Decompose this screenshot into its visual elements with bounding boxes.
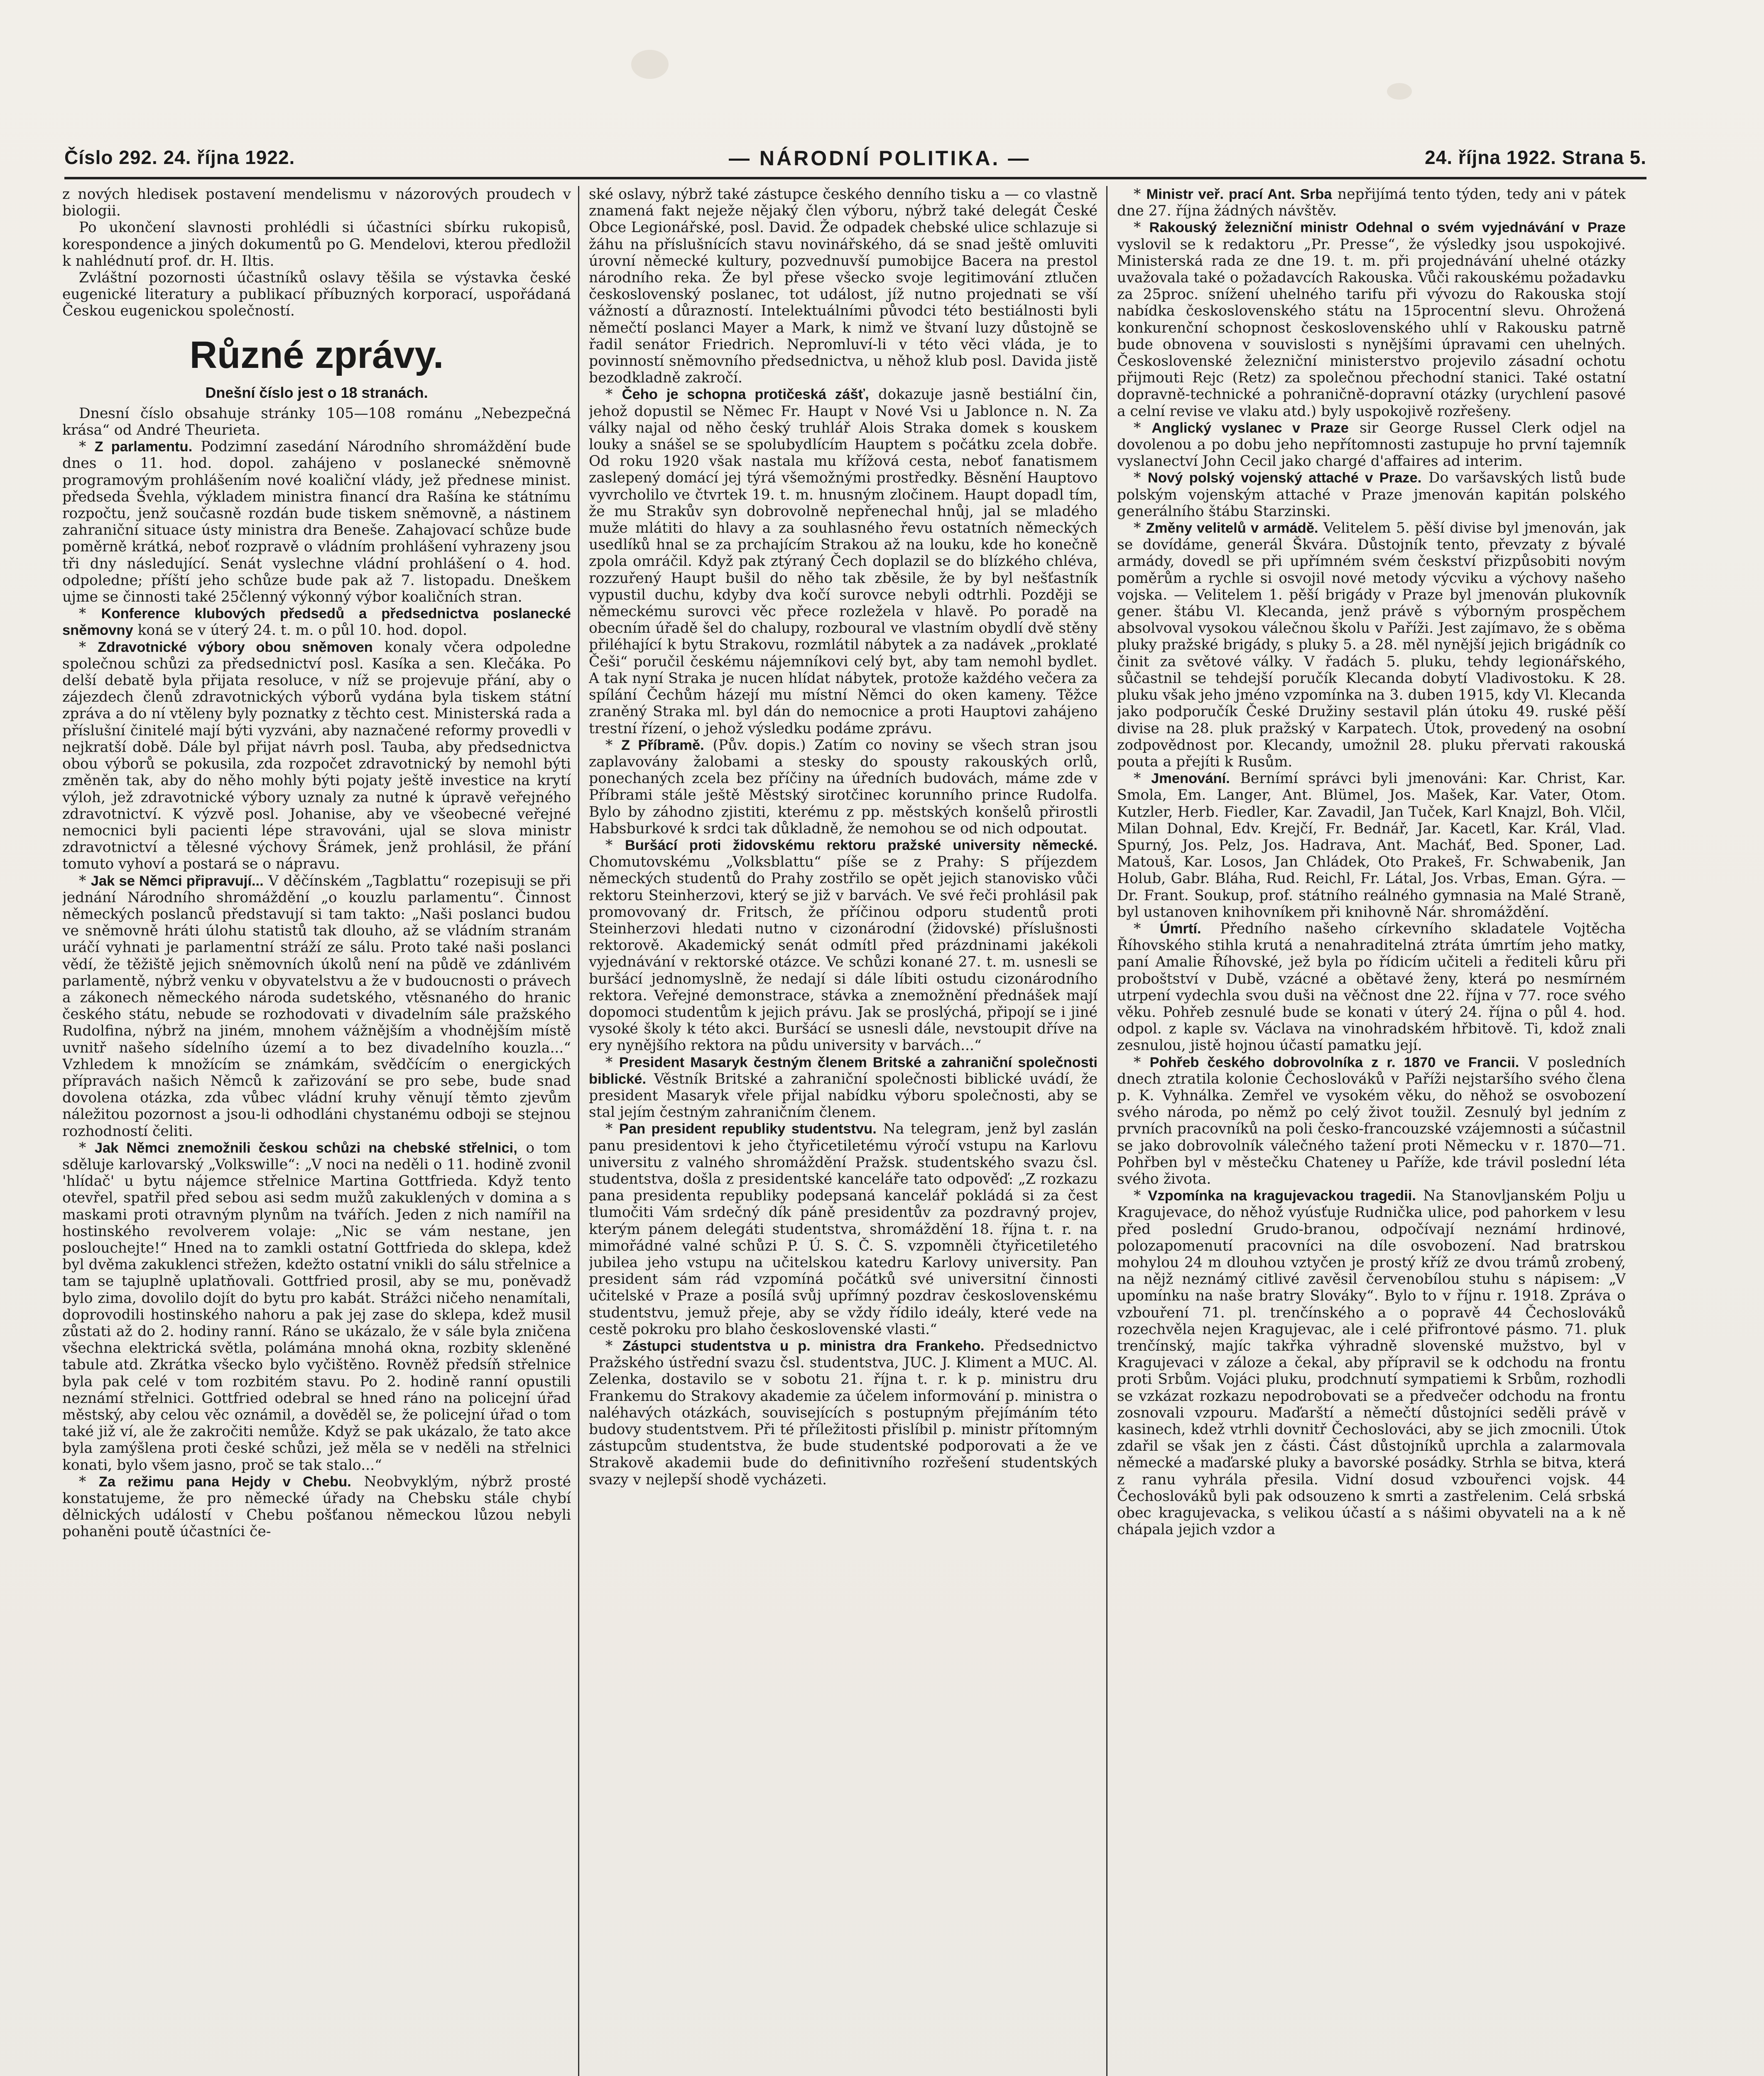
article-paragraph: Zvláštní pozornosti účastníků oslavy těšila se výstavka české eugenické literatury a publikací příbuzných korporací, uspořádaná Českou eugenickou společností. <box>62 269 571 320</box>
news-heading: Změny velitelů v armádě. <box>1146 520 1318 536</box>
news-item-appointments: * Jmenování. Bernímí správci byli jmenováni: Kar. Christ, Kar. Smola, Em. Langer, Ant. Blümel, Jos. Mašek, Kar. Vater, Otom. Kutzler, Herb. Fiedler, Kar. Zavadil, Jan Tuček, Karl Knajzl, Boh. Vlčil, Milan Dohnal, Edv. Krejčí, Fr. Bednář, Jar. Kacetl, Kar. Král, Vlad. Spurný, Jos. Pelz, Jos. Hadrava, Ant. Macháť, Bed. Sponer, Lad. Matouš, Kar. Losos, Jan Chládek, Oto Prakeš, Fr. Schwabenik, Jan Holub, Gabr. Bláha, Rud. Reichl, Fr. Látal, Jos. Vrbas, Eman. Gýra. — Dr. Frant. Soukup, prof. státního reálného gymnasia na Malé Straně, byl ustanoven knihovníkem při knihovně Nár. shromáždění. <box>1117 770 1626 920</box>
news-text: dokazuje jasně bestiální čin, jehož dopustil se Němec Fr. Haupt v Nové Vsi u Jablonce n. N. Za války najal od něho český truhlář Alois Straka domek s kouskem louky a snášel se se spolubydlícím Hauptem s počátku zcela dobře. Od roku 1920 však nastala mu křížová cesta, neboť fanatismem zaslepený domácí jej týrá všemožnými prostředky. Běsnění Hauptovo vyvrcholilo ve čtvrtek 19. t. m. hnusným zločinem. Haupt dopadl tím, že mu Strakův syn dobrovolně nepřenechal hnůj, jal se mladého muže mlátiti do hlavy a za souhlasného řevu ostatních německých usedlíků hnal se za prchajícím Strakou až na louku, kde ho konečně zpola omráčil. Když pak ztýraný Čech doplazil se do blízkého chléva, rozzuřený Haupt bušil do něho tak zběsile, že by byl nešťastník vypustil duchu, kdyby dva kočí surovce nebyli odtrhli. Později se německému surovci věc přece rozležela v hlavě. Po poradě na obecním úřadě šel do chalupy, rozboural ve vlastním obydlí dvě stěny přiléhající k bytu Strakovu, rozmlátil nábytek a za nadávek „proklaté Češi“ poručil českému nájemníkovi celý byt, aby tam nemohl bydlet. A tak nyní Straka je nucen hlídat nábytek, protože každého večera za spílání Čechům házejí mu místní Němci do oken kameny. Těžce zraněný Straka ml. byl dán do nemocnice a proti Hauptovi zahájeno trestní řízení, o jehož výsledku podáme zprávu. <box>589 386 1098 737</box>
news-heading: Zdravotnické výbory obou sněmoven <box>98 639 373 655</box>
news-item-president-students: * Pan president republiky studentstvu. Na telegram, jenž byl zaslán panu presidentovi k jeho čtyřicetiletému výročí vstupu na Karlovu universitu z valného shromáždění Pražsk. studentského svazu čsl. studentstva, došla z presidentské kanceláře tato odpověď: „Z rozkazu pana presidenta republiky podepsaná kancelář pokládá si za čest tlumočiti Vám srdečný dík páně presidentův za pozdravný projev, kterým pánem delegáti studentstva, shromáždění 18. října t. r. na mimořádné valné schůzi P. Ú. S. Č. S. vzpomněli čtyřicetiletého jubilea jeho vstupu na učitelskou katedru Karlovy university. Pan president sám rád vzpomíná počátků své universitní činnosti učitelské v Praze a posílá svůj upřímný pozdrav československému studentstvu, jemuž přeje, aby se vždy řídilo ideály, které vede na cestě pokroku pro blaho československé vlasti.“ <box>589 1121 1098 1338</box>
news-item-rector: * Buršácí proti židovskému rektoru pražské university německé. Chomutovskému „Volksblattu“ píše se z Prahy: S příjezdem německých studentů do Prahy zostřilo se opět jejich stanovisko vůči rektoru Steinherzovi, který se již v barvách. Ve své řeči prohlásil pak promovovaný dr. Fritsch, že příčinou odporu studentů proti Steinherzovi hledati nutno v cizonárodní (židovské) příslušnosti rektorově. Akademický senát odmítl před prázdninami jakékoli vyjednávání v rektorské otázce. Ve schůzi konané 27. t. m. usnesli se buršácí jednomyslně, že nedají si dále líbiti ostudu cizonárodního rektora. Veřejné demonstrace, stávka a znemožnění přednášek mají dopomoci studentům k jejich právu. Jak se proslýchá, připojí se i jiné vysoké školy k této akci. Buršácí se usnesli dále, nevstoupit dříve na ery nynějšího rektora na půdu university v barvách...“ <box>589 837 1098 1054</box>
page-header <box>64 146 1646 175</box>
news-heading: Za režimu pana Hejdy v Chebu. <box>98 1474 351 1490</box>
news-item-germans: * Jak se Němci připravují... V děčínském „Tagblattu“ rozepisuji se při jednání Národního shromáždění „o kouzlu parlamentu“. Činnost německých poslanců představují si tam takto: „Naši poslanci budou ve sněmovně hráti úlohu statistů tak dlouho, až se vládním stranám uráčí vyhnati je parlamentní stráží ze sálu. Proto také naši poslanci vědí, že těžiště jejich sněmovních úkolů není na půdě ve zdánlivém parlamentě, nýbrž venku v obyvatelstvu a že v budoucnosti o právech a zákonech německého národa sudetského, vtěsnaného do hranic českého státu, nebude se rozhodovati v divadelním sále pražského Rudolfina, nýbrž na jiném, mnohem vážnějším a vhodnějším místě uvnitř našeho sídelního území a to bez divadelního kouzla...“ Vzhledem k množícím se známkám, svědčícím o energických přípravách našich Němců k zařizování se pro sebe, bude snad dovolena otázka, zda vůbec vládní kruhy věnují těmto zjevům náležitou pozornost a jsou-li odhodláni chystanému odboji se stejnou rozhodností čeliti. <box>62 872 571 1140</box>
news-item-health-committees: * Zdravotnické výbory obou sněmoven konaly včera odpoledne společnou schůzi za předsednictví posl. Kasíka a sen. Klečáka. Po delší debatě byla přijata resoluce, v níž se projevuje přání, aby o zájezdech členů zdravotnických výborů vydána byla tiskem státní zpráva a do ní vtěleny byly poznatky z těchto cest. Ministerská rada a příslušní činitelé mají býti vyzváni, aby naznačené reformy provedli v nejkratší době. Dále byl přijat návrh posl. Tauba, aby předsednictva obou výborů se pokusila, zda rozpočet zdravotnický by nemohl býti změněn tak, aby do něho mohly býti pojaty ještě investice na krytí výloh, jež zdravotnické výbory uznaly za nutné k úpravě veřejného zdravotnictví. K výzvě posl. Johanise, aby ve všeobecné veřejné nemocnici byli pacienti lépe stravováni, ujal se slova ministr zdravotnictví a tělesné výchovy Šrámek, jenž prohlásil, že přání tomuto vyhoví a postará se o nápravu. <box>62 639 571 873</box>
news-text: Na telegram, jenž byl zaslán panu presidentovi k jeho čtyřicetiletému výročí vstupu na Karlovu universitu z valného shromáždění Pražsk. studentského svazu čsl. studentstva, došla z presidentské kanceláře tato odpověď: „Z rozkazu pana presidenta republiky podepsaná kancelář pokládá si za čest tlumočiti Vám srdečný dík páně presidentův za pozdravný projev, kterým pánem delegáti studentstva, shromáždění 18. října t. r. na mimořádné valné schůzi P. Ú. S. Č. S. vzpomněli čtyřicetiletého jubilea jeho vstupu na učitelskou katedru Karlovy university. Pan president sám rád vzpomíná počátků své universitní činnosti učitelské v Praze a posílá svůj upřímný pozdrav československému studentstvu, jemuž přeje, aby se vždy řídilo ideály, které vede na cestě pokroku pro blaho československé vlasti.“ <box>589 1121 1098 1338</box>
news-text: konaly včera odpoledne společnou schůzi za předsednictví posl. Kasíka a sen. Klečáka. Po delší debatě byla přijata resoluce, v níž se projevuje přání, aby o zájezdech členů zdravotnických výborů vydána byla tiskem státní zpráva a do ní vtěleny byly poznatky z těchto cest. Ministerská rada a příslušní činitelé mají býti vyzváni, aby naznačené reformy provedli v nejkratší době. Dále byl přijat návrh posl. Tauba, aby předsednictva obou výborů se pokusila, zda rozpočet zdravotnický by nemohl býti změněn tak, aby do něho mohly býti pojaty ještě investice na krytí výloh, jež zdravotnické výbory uznaly za nutné k úpravě veřejného zdravotnictví. K výzvě posl. Johanise, aby ve všeobecné veřejné nemocnici byli pacienti lépe stravováni, ujal se slova ministr zdravotnictví a tělesné výchovy Šrámek, jenž prohlásil, že přání tomuto vyhoví a postará se o nápravu. <box>62 639 571 873</box>
news-item-death: * Úmrtí. Předního našeho církevního skladatele Vojtěcha Říhovského stihla krutá a nenahraditelná ztráta úmrtím jeho matky, paní Amalie Říhovské, jež byla po řídicím učiteli a řediteli kůru při proboštství v Dubě, vzácné a obětavé ženy, která po nesmírném utrpení vydechla svou duši na věčnost dne 22. října v 77. roce svého věku. Pohřeb zesnulé bude se konati v úterý 24. října o půl 4. hod. odpol. z kaple sv. Václava na vinohradském hřbitově. Ti, kdož znali zesnulou, jistě hojnou účastí pamatku její. <box>1117 920 1626 1054</box>
news-heading: Buršácí proti židovskému rektoru pražské university německé. <box>625 837 1098 853</box>
news-heading: Pan president republiky studentstvu. <box>619 1121 877 1137</box>
news-item-funeral: * Pohřeb českého dobrovolníka z r. 1870 ve Francii. V posledních dnech ztratila kolonie Čechoslováků v Paříži nejstaršího svého člena p. K. Vyhnálka. Zemřel ve vysokém věku, do něhož se osvobození svého národa, po němž po celý život toužil. Zesnulý byl jedním z prvních pracovníků na poli česko-francouzské vzájemnosti a súčastnil se jako dobrovolník válečného tažení proti Německu v r. 1870—71. Pohřben byl v městečku Chateney u Paříže, kde trávil poslední léta svého života. <box>1117 1054 1626 1187</box>
news-heading: Konference klubových předsedů a předsednictva poslanecké sněmovny <box>62 606 571 639</box>
news-heading: Pohřeb českého dobrovolníka z r. 1870 ve Francii. <box>1149 1054 1519 1070</box>
news-text: V děčínském „Tagblattu“ rozepisuji se při jednání Národního shromáždění „o kouzlu parlamentu“. Činnost německých poslanců představují si tam takto: „Naši poslanci budou ve sněmovně hráti úlohu statistů tak dlouho, až se vládním stranám uráčí vyhnati je parlamentní stráží ze sálu. Proto také naši poslanci vědí, že těžiště jejich sněmovních úkolů není na půdě ve zdánlivém parlamentě, nýbrž venku v obyvatelstvu a že v budoucnosti o právech a zákonech německého národa sudetského, vtěsnaného do hranic českého státu, nebude se rozhodovati v divadelním sále pražského Rudolfina, nýbrž na jiném, mnohem vážnějším a vhodnějším místě uvnitř našeho sídelního území a to bez divadelního kouzla...“ Vzhledem k množícím se známkám, svědčícím o energických přípravách našich Němců k zařizování se pro sebe, bude snad dovolena otázka, zda vůbec vládní kruhy věnují těmto zjevům náležitou pozornost a jsou-li odhodláni chystanému odboji se stejnou rozhodností čeliti. <box>62 872 571 1140</box>
header-rule <box>64 177 1646 179</box>
article-paragraph: ské oslavy, nýbrž také zástupce českého denního tisku a — co vlastně znamená fakt neježe nějaký člen výboru, nýbrž také delegát České Obce Legionářské, posl. David. Že odpadek chebské ulice schlazuje si žáhu na příslušnících stavu novinářského, dá se snad ještě omluviti úrovní německé kultury, pozvednuvší pumobijce Bacera na prestol národního reka. Že byl přese všecko svoje legitimování ztlučen československý poslanec, tot událost, jíž nutno projednati se vší vážností a důrazností. Intelektuálními původci této bestiálnosti byli němečtí poslanci Mayer a Mark, k nimž ve štvaní luzy důstojně se řadil senátor Friedrich. Nepromluví-li v této věci vláda, je to povinností sněmovního předsednictva, u něhož klub posl. Davida jistě bezodkladně zakročí. <box>589 186 1098 387</box>
column-3 <box>1117 186 1626 2076</box>
news-item-conference: * Konference klubových předsedů a předsednictva poslanecké sněmovny koná se v úterý 24. t. m. o půl 10. hod. dopol. <box>62 605 571 639</box>
news-item-pribram: * Z Příbramě. (Pův. dopis.) Zatím co noviny se všech stran jsou zaplavovány žalobami a stesky do spousty rakouských orlů, ponechaných zcela bez příčiny na úředních budovách, máme zde v Příbrami stále ještě Městský sirotčinec korunního prince Rudolfa. Bylo by záhodno zjistiti, kterému z pp. městských konšelů přirostli Habsburkové k srdci tak důkladně, že nemohou se od nich odpoutat. <box>589 737 1098 837</box>
news-text: Chomutovskému „Volksblattu“ píše se z Prahy: S příjezdem německých studentů do Prahy zostřilo se opět jejich stanovisko vůči rektoru Steinherzovi, který se již v barvách. Ve své řeči prohlásil pak promovovaný dr. Fritsch, že příčinou odporu studentů proti Steinherzovi hledati nutno v cizonárodní (židovské) příslušnosti rektorově. Akademický senát odmítl před prázdninami jakékoli vyjednávání v rektorské otázce. Ve schůzi konané 27. t. m. usnesli se buršácí jednomyslně, že nedají si dále líbiti ostudu cizonárodního rektora. Veřejné demonstrace, stávka a znemožnění přednášek mají dopomoci studentům k jejich právu. Jak se proslýchá, připojí se i jiné vysoké školy k této akci. Buršácí se usnesli dále, nevstoupit dříve na ery nynějšího rektora na půdu university v barvách...“ <box>589 854 1098 1054</box>
news-heading: Vzpomínka na kragujevackou tragedii. <box>1148 1188 1416 1204</box>
article-paragraph: z nových hledisek postavení mendelismu v názorových proudech v biologii. <box>62 186 571 220</box>
news-item-cheb-regime: * Za režimu pana Hejdy v Chebu. Neobvyklým, nýbrž prosté konstatujeme, že pro německé úřady na Chebsku stále chybí dělnických událostí v Chebu pošťanou německou lůzou nebyli pohaněni poutě účastníci če- <box>62 1473 571 1540</box>
news-heading: Čeho je schopna protičeská zášť, <box>622 387 869 403</box>
news-text: nepřijímá tento týden, tedy ani v pátek dne 27. října žádných návštěv. <box>1117 186 1626 220</box>
news-text: Na Stanovljanském Polju u Kragujevace, do něhož vyúsťuje Rudnička ulice, pod pahorkem v lesu před poslední Grudo-branou, odpočívají neznámí hrdinové, polozapomenutí pracovníci na díle osvobození. Nad bratrskou mohylou 24 m dlouhou vztyčen je prostý kříž ze dvou trámů zrobený, na nějž neznámý citlivé zavěsil červenobílou stuhu s nápisem: „V upomínku na naše bratry Slováky“. Bylo to v říjnu r. 1918. Zpráva o vzbouření 71. pl. trenčínského a o popravě 44 Čechoslováků rozechvěla nejen Kragujevac, ale i celé přifrontové pásmo. 71. pluk trenčínský, majíc takřka výhradně slovenské mužstvo, byl v Kragujevaci v záloze a čekal, aby přípravil se k odchodu na frontu proti Srbům. Vojáci pluku, prodchnutí sympatiemi k Srbům, rozhodli se vzkázat rozkazu nepodrobovati se a předvečer odchodu na frontu zosnovali vzpouru. Maďarští a němečtí důstojníci seděli právě v kasinech, kdež vtrhli dovnitř Čechoslováci, aby se jich zmocnili. Útok zdařil se však jen z části. Část důstojníků uprchla a zalarmovala německé a maďarské pluky a bavorské posádky. Strhla se bitva, která z ranu vyhrála přesila. Vidní dosud vzbouřenci vojsk. 44 Čechoslováků byli pak odsouzeno k smrti a zastřelenim. Celá srbská obec kragujevacka, s velikou účastí a s nášimi obyvateli na a k ně chápala jejich vzdor a <box>1117 1187 1626 1538</box>
section-subtitle: Dnešní číslo jest o 18 stranách. <box>205 384 428 401</box>
date-page-number: 24. října 1922. Strana 5. <box>1425 147 1646 168</box>
column-1 <box>62 186 571 2076</box>
column-2 <box>589 186 1098 2076</box>
news-heading: Jak Němci znemožnili českou schůzi na chebské střelnici, <box>94 1140 517 1156</box>
news-item-army-changes: * Změny velitelů v armádě. Velitelem 5. pěší divise byl jmenován, jak se dovídáme, generál Škvára. Důstojník tento, převzaty z bývalé armády, dovedl se při upřímném svém českství přizpůsobiti novým poměrům a rychle si osvojil nové metody výcviku a výchovy našeho vojska. — Velitelem 1. pěší brigády v Praze byl jmenován plukovník gener. štábu Vl. Klecanda, jenž právě s výborným prospěchem absolvoval vysokou válečnou školu v Paříži. Jest zajímavo, že s oběma pluky pražské brigády, s pluky 5. a 28. měl nynější jejich brigádník co činit za světové války. V řadách 5. pluku, tehdy legionářského, sůčastnil se tehdejší poručík Klecanda dobytí Vladivostoku. K 28. pluku však jeho jméno vzpomínka na 3. duben 1915, kdy Vl. Klecanda jako podporučík České Družiny sestavil plán útoku 49. ruské pěší divise na 28. pluk pražský v Karpatech. Útok, provedený na osobní zodpovědnost por. Klecandy, umožnil 28. pluku přervati rakouská pouta a přejíti k Rusům. <box>1117 520 1626 770</box>
news-heading: Z Příbramě. <box>621 737 704 753</box>
news-heading: Ministr veř. prací Ant. Srba <box>1146 186 1332 202</box>
news-text: Předního našeho církevního skladatele Vojtěcha Říhovského stihla krutá a nenahraditelná ztráta úmrtím jeho matky, paní Amalie Říhovské, jež byla po řídicím učiteli a řediteli kůru při proboštství v Dubě, vzácné a obětavé ženy, která po nesmírném utrpení vydechla svou duši na věčnost dne 22. října v 77. roce svého věku. Pohřeb zesnulé bude se konati v úterý 24. října o půl 4. hod. odpol. z kaple sv. Václava na vinohradském hřbitově. Ti, kdož znali zesnulou, jistě hojnou účastí pamatku její. <box>1117 920 1626 1054</box>
news-heading: Zástupci studentstva u p. ministra dra Frankeho. <box>622 1338 985 1354</box>
news-item-masaryk: * President Masaryk čestným členem Britské a zahraniční společnosti biblické. Věstník Britské a zahraniční společnosti biblické uvádí, že president Masaryk vřele přijal nabídku výboru společnosti, aby se stal jejím čestným zahraničním členem. <box>589 1054 1098 1121</box>
news-item-odehnal: * Rakouský železniční ministr Odehnal o svém vyjednávání v Praze vyslovil se k redaktoru „Pr. Presse“, že výsledky jsou uspokojivé. Ministerská rada ze dne 19. t. m. při projednávání uhelné otázky uvažovala také o požadavcích Rakouska. Vůči rakouskému požadavku za 25proc. snížení uhelného tarifu při vývozu do Rakouska stojí nabídka československého státu na 15procentní slevu. Ohrožená konkurenční schopnost československého uhlí v Rakousku patrně bude obnovena v souvislosti s nynějšími úpravami cen uhelných. Československé železniční ministerstvo projevilo zásadní ochotu přijmouti Rejc (Retz) za společnou přechodní stanici. Také ostatní dopravně-technické a pohraničně-dopravní otázky (urychlení pasové a celní revise ve vlaku atd.) byly uspokojivě rozřešeny. <box>1117 219 1626 420</box>
column-divider <box>1106 186 1107 2076</box>
news-text: V posledních dnech ztratila kolonie Čechoslováků v Paříži nejstaršího svého člena p. K. Vyhnálka. Zemřel ve vysokém věku, do něhož se osvobození svého národa, po němž po celý život toužil. Zesnulý byl jedním z prvních pracovníků na poli česko-francouzské vzájemnosti a súčastnil se jako dobrovolník válečného tažení proti Německu v r. 1870—71. Pohřben byl v městečku Chateney u Paříže, kde trávil poslední léta svého života. <box>1117 1054 1626 1187</box>
column-divider <box>578 186 579 2076</box>
news-text: sir George Russel Clerk odjel na dovolenou a po dobu jeho nepřítomnosti zastupuje ho první tajemník vyslanectví John Cecil jako chargé d'affaires ad interim. <box>1117 419 1626 470</box>
news-heading: Úmrtí. <box>1159 920 1201 937</box>
news-heading: Jmenování. <box>1151 771 1230 787</box>
article-paragraph: Dnesní číslo obsahuje stránky 105—108 románu „Nebezpečná krása“ od André Theurieta. <box>62 405 571 439</box>
news-text: Velitelem 5. pěší divise byl jmenován, jak se dovídáme, generál Škvára. Důstojník tento, převzaty z bývalé armády, dovedl se při upřímném svém českství přizpůsobiti novým poměrům a rychle si osvojil nové metody výcviku a výchovy našeho vojska. — Velitelem 1. pěší brigády v Praze byl jmenován plukovník gener. štábu Vl. Klecanda, jenž právě s výborným prospěchem absolvoval vysokou válečnou školu v Paříži. Jest zajímavo, že s oběma pluky pražské brigády, s pluky 5. a 28. měl nynější jejich brigádník co činit za světové války. V řadách 5. pluku, tehdy legionářského, sůčastnil se tehdejší poručík Klecanda dobytí Vladivostoku. K 28. pluku však jeho jméno vzpomínka na 3. duben 1915, kdy Vl. Klecanda jako podporučík České Družiny sestavil plán útoku 49. ruské pěší divise na 28. pluk pražský v Karpatech. Útok, provedený na osobní zodpovědnost por. Klecandy, umožnil 28. pluku přervati rakouská pouta a přejíti k Rusům. <box>1117 520 1626 770</box>
news-text: o tom sděluje karlovarský „Volkswille“: „V noci na neděli o 11. hodině zvonil 'hlídač' u bytu nájemce střelnice Martina Gottfrieda. Když tento otevřel, spatřil před sebou asi sedm mužů zakuklených v domina a s maskami proti otravným plynům na tvářích. Jeden z nich namířil na hostinského revolverem volaje: „Nic se vám nestane, jen poslouchejte!“ Hned na to zamkli ostatní Gottfrieda do sklepa, kdež byl dvěma zakuklenci střežen, kdežto ostatní vnikli do sálu střelnice a tam se tajuplně uplatňovali. Gottfried prosil, aby se mu, poněvadž bylo zima, dovolilo dojít do bytu pro kabát. Strážci ničeho nenamítali, doprovodili hostinského nahoru a pak jej zase do sklepa, kdež musil zůstati až do 2. hodiny ranní. Ráno se ukázalo, že v sále byla zničena všechna elektrická světla, polámána mnohá okna, rozbity skleněné tabule atd. Zkrátka všecko bylo vyčištěno. Rovněž předsíň střelnice byla pak celé v tom rozbitém stavu. Po 2. hodině ranní opustili neznámí střelnici. Gottfried odebral se hned ráno na policejní úřad městský, aby celou věc oznámil, a dověděl se, že policejní úřad o tom také již ví, ale že zakročiti nemůže. Když se pak ukázalo, že tato akce byla zamýšlena proti české schůzi, jež měla se v neděli na střelnici konati, bylo všem jasno, proč se tak stalo...“ <box>62 1139 571 1474</box>
news-item-english-envoy: * Anglický vyslanec v Praze sir George Russel Clerk odjel na dovolenou a po dobu jeho nepřítomnosti zastupuje ho první tajemník vyslanectví John Cecil jako chargé d'affaires ad interim. <box>1117 419 1626 470</box>
news-item-franke: * Zástupci studentstva u p. ministra dra Frankeho. Předsednictvo Pražského ústřední svazu čsl. studentstva, JUC. J. Kliment a MUC. Al. Zelenka, dostavilo se v sobotu 21. října t. r. k p. ministru dru Frankemu do Strakovy akademie za účelem informování p. ministra o naléhavých otázkách, souvisejících s postupným přejímáním této budovy studentstvem. Při té příležitosti přislíbil p. ministr přítomným zástupcům studentstva, že bude studentské podporovati a že ve Strakově akademii bude do definitivního rozřešení studentských svazy v nejlepší shodě vycházeti. <box>589 1338 1098 1488</box>
masthead-title: — NÁRODNÍ POLITIKA. — <box>729 147 1031 170</box>
issue-number-date: Číslo 292. 24. října 1922. <box>64 147 295 168</box>
news-item-srba: * Ministr veř. prací Ant. Srba nepřijímá tento týden, tedy ani v pátek dne 27. října žádných návštěv. <box>1117 186 1626 220</box>
news-text: Bernímí správci byli jmenováni: Kar. Christ, Kar. Smola, Em. Langer, Ant. Blümel, Jos. Mašek, Kar. Vater, Otom. Kutzler, Herb. Fiedler, Kar. Zavadil, Jan Tuček, Karl Knajzl, Boh. Vlčil, Milan Dohnal, Edv. Krejčí, Fr. Bednář, Jar. Kacetl, Kar. Král, Vlad. Spurný, Jos. Pelz, Jos. Hadrava, Ant. Macháť, Bed. Sponer, Lad. Matouš, Kar. Losos, Jan Chládek, Oto Prakeš, Fr. Schwabenik, Jan Holub, Gabr. Bláha, Rud. Reichl, Fr. Látal, Jos. Vrbas, Eman. Gýra. — Dr. Frant. Soukup, prof. státního reálného gymnasia na Malé Straně, byl ustanoven knihovníkem při knihovně Nár. shromáždění. <box>1117 770 1626 920</box>
news-text: koná se v úterý 24. t. m. o půl 10. hod. dopol. <box>137 622 467 639</box>
news-heading: President Masaryk čestným členem Britské a zahraniční společnosti biblické. <box>589 1054 1098 1087</box>
news-text: Podzimní zasedání Národního shromáždění bude dnes o 11. hod. dopol. zahájeno v poslanecké sněmovně programovým prohlášením nové koaliční vlády, jež přednese minist. předseda Švehla, výkladem ministra financí dra Rašína ke státnímu rozpočtu, jenž současně rozdán bude tiskem sněmovně, a nástinem zahraniční situace ústy ministra dra Beneše. Zahajovací schůze bude poměrně krátká, neboť rozpravě o vládním prohlášení vyhrazeny jsou tři dny následující. Senát vyslechne vládní prohlášení o 4. hod. odpoledne; příští jeho schůze bude pak až 7. listopadu. Dneškem ujme se činnosti také 25členný výkonný výbor koaličních stran. <box>62 438 571 606</box>
news-heading: Anglický vyslanec v Praze <box>1152 420 1349 436</box>
news-item-kragujevac: * Vzpomínka na kragujevackou tragedii. Na Stanovljanském Polju u Kragujevace, do něhož vyúsťuje Rudnička ulice, pod pahorkem v lesu před poslední Grudo-branou, odpočívají neznámí hrdinové, polozapomenutí pracovníci na díle osvobození. Nad bratrskou mohylou 24 m dlouhou vztyčen je prostý kříž ze dvou trámů zrobený, na nějž neznámý citlivé zavěsil červenobílou stuhu s nápisem: „V upomínku na naše bratry Slováky“. Bylo to v říjnu r. 1918. Zpráva o vzbouření 71. pl. trenčínského a o popravě 44 Čechoslováků rozechvěla nejen Kragujevac, ale i celé přifrontové pásmo. 71. pluk trenčínský, majíc takřka výhradně slovenské mužstvo, byl v Kragujevaci v záloze a čekal, aby přípravil se k odchodu na frontu proti Srbům. Vojáci pluku, prodchnutí sympatiemi k Srbům, rozhodli se vzkázat rozkazu nepodrobovati se a předvečer odchodu na frontu zosnovali vzpouru. Maďarští a němečtí důstojníci seděli právě v kasinech, kdež vtrhli dovnitř Čechoslováci, aby se jich zmocnili. Útok zdařil se však jen z části. Část důstojníků uprchla a zalarmovala německé a maďarské pluky a bavorské posádky. Strhla se bitva, která z ranu vyhrála přesila. Vidní dosud vzbouřenci vojsk. 44 Čechoslováků byli pak odsouzeno k smrti a zastřelenim. Celá srbská obec kragujevacka, s velikou účastí a s nášimi obyvateli na a k ně chápala jejich vzdor a <box>1117 1187 1626 1538</box>
news-text: Věstník Britské a zahraniční společnosti biblické uvádí, že president Masaryk vřele přijal nabídku výboru společnosti, aby se stal jejím čestným zahraničním členem. <box>589 1070 1098 1121</box>
news-text: vyslovil se k redaktoru „Pr. Presse“, že výsledky jsou uspokojivé. Ministerská rada ze dne 19. t. m. při projednávání uhelné otázky uvažovala také o požadavcích Rakouska. Vůči rakouskému požadavku za 25proc. snížení uhelného tarifu při vývozu do Rakouska stojí nabídka československého státu na 15procentní slevu. Ohrožená konkurenční schopnost československého uhlí v Rakousku patrně bude obnovena v souvislosti s nynějšími úpravami cen uhelných. Československé železniční ministerstvo projevilo zásadní ochotu přijmouti Rejc (Retz) za společnou přechodní stanici. Také ostatní dopravně-technické a pohraničně-dopravní otázky (urychlení pasové a celní revise ve vlaku atd.) byly uspokojivě rozřešeny. <box>1117 236 1626 420</box>
news-item-hatred: * Čeho je schopna protičeská zášť, dokazuje jasně bestiální čin, jehož dopustil se Němec Fr. Haupt v Nové Vsi u Jablonce n. N. Za války najal od něho český truhlář Alois Straka domek s kouskem louky a snášel se se spolubydlícím Hauptem s počátku zcela dobře. Od roku 1920 však nastala mu křížová cesta, neboť fanatismem zaslepený domácí jej týrá všemožnými prostředky. Běsnění Hauptovo vyvrcholilo ve čtvrtek 19. t. m. hnusným zločinem. Haupt dopadl tím, že mu Strakův syn dobrovolně nepřenechal hnůj, jal se mladého muže mlátiti do hlavy a za souhlasného řevu ostatních německých usedlíků hnal se za prchajícím Strakou až na louku, kde ho konečně zpola omráčil. Když pak ztýraný Čech doplazil se do blízkého chléva, rozzuřený Haupt bušil do něho tak zběsile, že by byl nešťastník vypustil duchu, kdyby dva kočí surovce nebyli odtrhli. Později se německému surovci věc přece rozležela v hlavě. Po poradě na obecním úřadě šel do chalupy, rozboural ve vlastním obydlí dvě stěny přiléhající k bytu Strakovu, rozmlátil nábytek a za nadávek „proklaté Češi“ poručil českému nájemníkovi celý byt, aby tam nemohl bydlet. A tak nyní Straka je nucen hlídat nábytek, protože každého večera za spílání Čechům házejí mu místní Němci do oken kameny. Těžce zraněný Straka ml. byl dán do nemocnice a proti Hauptovi zahájeno trestní řízení, o jehož výsledku podáme zprávu. <box>589 386 1098 737</box>
paper-stain <box>1387 83 1412 100</box>
news-heading: Nový polský vojenský attaché v Praze. <box>1147 470 1422 486</box>
news-text: (Pův. dopis.) Zatím co noviny se všech stran jsou zaplavovány žalobami a stesky do spousty rakouských orlů, ponechaných zcela bez příčiny na úředních budovách, máme zde v Příbrami stále ještě Městský sirotčinec korunního prince Rudolfa. Bylo by záhodno zjistiti, kterému z pp. městských konšelů přirostli Habsburkové k srdci tak důkladně, že nemohou se od nich odpoutat. <box>589 737 1098 837</box>
news-heading: Rakouský železniční ministr Odehnal o svém vyjednávání v Praze <box>1149 220 1626 236</box>
news-text: Neobvyklým, nýbrž prosté konstatujeme, že pro německé úřady na Chebsku stále chybí dělnických událostí v Chebu pošťanou německou lůzou nebyli pohaněni poutě účastníci če- <box>62 1473 571 1540</box>
news-heading: Jak se Němci připravují... <box>91 873 264 889</box>
news-heading: Z parlamentu. <box>94 439 193 455</box>
news-item-cheb-meeting: * Jak Němci znemožnili českou schůzi na chebské střelnici, o tom sděluje karlovarský „Volkswille“: „V noci na neděli o 11. hodině zvonil 'hlídač' u bytu nájemce střelnice Martina Gottfrieda. Když tento otevřel, spatřil před sebou asi sedm mužů zakuklených v domina a s maskami proti otravným plynům na tvářích. Jeden z nich namířil na hostinského revolverem volaje: „Nic se vám nestane, jen poslouchejte!“ Hned na to zamkli ostatní Gottfrieda do sklepa, kdež byl dvěma zakuklenci střežen, kdežto ostatní vnikli do sálu střelnice a tam se tajuplně uplatňovali. Gottfried prosil, aby se mu, poněvadž bylo zima, dovolilo dojít do bytu pro kabát. Strážci ničeho nenamítali, doprovodili hostinského nahoru a pak jej zase do sklepa, kdež musil zůstati až do 2. hodiny ranní. Ráno se ukázalo, že v sále byla zničena všechna elektrická světla, polámána mnohá okna, rozbity skleněné tabule atd. Zkrátka všecko bylo vyčištěno. Rovněž předsíň střelnice byla pak celé v tom rozbitém stavu. Po 2. hodině ranní opustili neznámí střelnici. Gottfried odebral se hned ráno na policejní úřad městský, aby celou věc oznámil, a dověděl se, že policejní úřad o tom také již ví, ale že zakročiti nemůže. Když se pak ukázalo, že tato akce byla zamýšlena proti české schůzi, jež měla se v neděli na střelnici konati, bylo všem jasno, proč se tak stalo...“ <box>62 1139 571 1474</box>
news-text: Předsednictvo Pražského ústřední svazu čsl. studentstva, JUC. J. Kliment a MUC. Al. Zelenka, dostavilo se v sobotu 21. října t. r. k p. ministru dru Frankemu do Strakovy akademie za účelem informování p. ministra o naléhavých otázkách, souvisejících s postupným přejímáním této budovy studentstvem. Při té příležitosti přislíbil p. ministr přítomným zástupcům studentstva, že bude studentské podporovati a že ve Strakově akademii bude do definitivního rozřešení studentských svazy v nejlepší shodě vycházeti. <box>589 1338 1098 1488</box>
section-title: Různé zprávy. <box>189 333 444 376</box>
paper-stain <box>631 50 669 79</box>
news-item-polish-attache: * Nový polský vojenský attaché v Praze. Do varšavských listů bude polským vojenským attaché v Praze jmenován kapitán polského generálního štábu Starzinski. <box>1117 470 1626 520</box>
news-text: Do varšavských listů bude polským vojenským attaché v Praze jmenován kapitán polského generálního štábu Starzinski. <box>1117 470 1626 520</box>
article-paragraph: Po ukončení slavnosti prohlédli si účastníci sbírku rukopisů, korespondence a jiných dokumentů po G. Mendelovi, kterou předložil k nahlédnutí prof. dr. H. Iltis. <box>62 219 571 269</box>
news-item-parliament: * Z parlamentu. Podzimní zasedání Národního shromáždění bude dnes o 11. hod. dopol. zahájeno v poslanecké sněmovně programovým prohlášením nové koaliční vlády, jež přednese minist. předseda Švehla, výkladem ministra financí dra Rašína ke státnímu rozpočtu, jenž současně rozdán bude tiskem sněmovně, a nástinem zahraniční situace ústy ministra dra Beneše. Zahajovací schůze bude poměrně krátká, neboť rozpravě o vládním prohlášení vyhrazeny jsou tři dny následující. Senát vyslechne vládní prohlášení o 4. hod. odpoledne; příští jeho schůze bude pak až 7. listopadu. Dneškem ujme se činnosti také 25členný výkonný výbor koaličních stran. <box>62 438 571 606</box>
